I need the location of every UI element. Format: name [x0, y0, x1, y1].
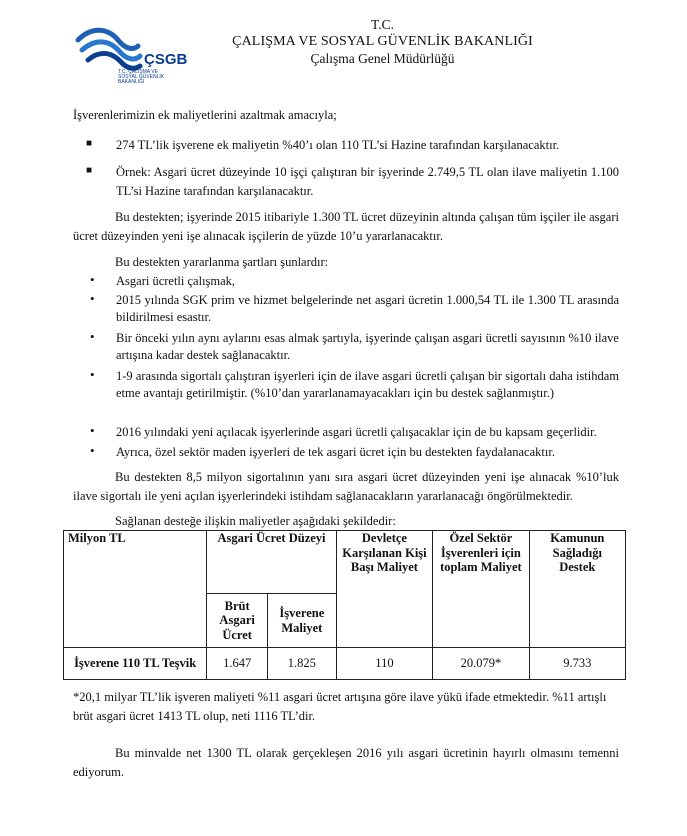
- bullet-dot-icon: •: [90, 423, 95, 438]
- header-min-wage: Asgari Ücret Düzeyi: [207, 531, 336, 594]
- condition-item: Asgari ücretli çalışmak,: [116, 274, 236, 288]
- table-footnote: *20,1 milyar TL’lik işveren maliyeti %11 asgari ücret artışına göre ilave yükü ifade etmektedir. %11 artışlı brüt asgari ücret 1413 TL olup, neti 1116 TL’dir.: [73, 690, 607, 723]
- condition-item: 2016 yılındaki yeni açılacak işyerlerinde asgari ücretli çalışacaklar için de bu kapsam geçerlidir.: [116, 425, 597, 439]
- bullet-dot-icon: •: [90, 443, 95, 458]
- square-bullet-icon: ■: [86, 165, 93, 176]
- header-ministry: ÇALIŞMA VE SOSYAL GÜVENLİK BAKANLIĞI: [232, 34, 533, 49]
- cell-public: 9.733: [529, 648, 625, 680]
- header-employer-cost: İşverene Maliyet: [267, 594, 336, 648]
- bullet-dot-icon: •: [90, 367, 95, 382]
- row-label: İşverene 110 TL Teşvik: [64, 648, 207, 680]
- header-unit: Milyon TL: [64, 531, 207, 648]
- cost-table: [63, 530, 626, 680]
- logo-caption: [118, 70, 188, 85]
- condition-item: 1-9 arasında sigortalı çalıştıran işyerleri için de ilave asgari ücretli çalışan bir sigortalı daha istihdam etme avantajı getirilmiştir. (%10’dan yararlanamayacakları için bu destek sağlanmıştır.): [116, 369, 619, 400]
- header-public-support: Kamunun Sağladığı Destek: [529, 531, 625, 648]
- closing-paragraph: Bu minvalde net 1300 TL olarak gerçekleşen 2016 yılı asgari ücretinin hayırlı olmasını temenni ediyorum.: [73, 746, 619, 779]
- header-state-cost: Devletçe Karşılanan Kişi Başı Maliyet: [336, 531, 432, 648]
- square-bullet-icon: ■: [86, 138, 93, 149]
- header-directorate: Çalışma Genel Müdürlüğü: [310, 51, 455, 66]
- logo-caption-line: SOSYAL GÜVENLİK: [118, 74, 165, 80]
- bullet-item: 274 TL’lik işverene ek maliyetin %40’ı olan 110 TL’si Hazine tarafından karşılanacaktır.: [116, 138, 560, 152]
- logo-caption-line: BAKANLIĞI: [118, 79, 145, 85]
- conditions-intro: Bu destekten yararlanma şartları şunlardır:: [115, 255, 329, 269]
- intro-text: İşverenlerimizin ek maliyetlerini azaltmak amacıyla;: [73, 108, 337, 122]
- cell-private: 20.079*: [433, 648, 529, 680]
- cell-gross: 1.647: [207, 648, 268, 680]
- header-tc: T.C.: [371, 17, 394, 32]
- bullet-item: Örnek: Asgari ücret düzeyinde 10 işçi çalıştıran bir işyerinde 2.749,5 TL olan ilave maliyetin 1.100 TL’si Hazine tarafından karşılanacaktır.: [116, 165, 619, 198]
- cell-employer: 1.825: [267, 648, 336, 680]
- bullet-dot-icon: •: [90, 272, 95, 287]
- table-header-row: [64, 531, 626, 594]
- condition-item: 2015 yılında SGK prim ve hizmet belgelerinde net asgari ücretin 1.000,54 TL ile 1.300 TL arasında bildirilmesi esastır.: [116, 293, 619, 324]
- bullet-dot-icon: •: [90, 329, 95, 344]
- paragraph-expectation: Bu destekten 8,5 milyon sigortalının yanı sıra asgari ücret düzeyinden yeni işe alınacak %10’luk ilave sigortalı ile yeni açılan işyerlerindeki istihdam sağlanacakların yararlanacağı öngörülmektedir.: [73, 470, 619, 503]
- logo-caption-line: T.C. ÇALIŞMA VE: [118, 69, 159, 75]
- letterhead: [210, 16, 555, 67]
- header-private-cost: Özel Sektör İşverenleri için toplam Maliyet: [433, 531, 529, 648]
- header-gross-wage: Brüt Asgari Ücret: [207, 594, 268, 648]
- table-row: [64, 648, 626, 680]
- bullet-dot-icon: •: [90, 291, 95, 306]
- svg-text:ÇSGB: ÇSGB: [144, 51, 188, 68]
- condition-item: Ayrıca, özel sektör maden işyerleri de tek asgari ücret için bu destekten faydalanacaktır.: [116, 445, 555, 459]
- paragraph-beneficiaries: Bu destekten; işyerinde 2015 itibariyle 1.300 TL ücret düzeyinin altında çalışan tüm işçiler ile asgari ücret düzeyinden yeni işe alınacak işçilerin de yüzde 10’u yararlanacaktır.: [73, 210, 619, 243]
- condition-item: Bir önceki yılın aynı aylarını esas almak şartıyla, işyerinde çalışan asgari ücretli sayısının %10 ilave artışına kadar destek sağlanacaktır.: [116, 331, 619, 362]
- cell-state: 110: [336, 648, 432, 680]
- table-intro: Sağlanan desteğe ilişkin maliyetler aşağıdaki şekildedir:: [115, 514, 396, 528]
